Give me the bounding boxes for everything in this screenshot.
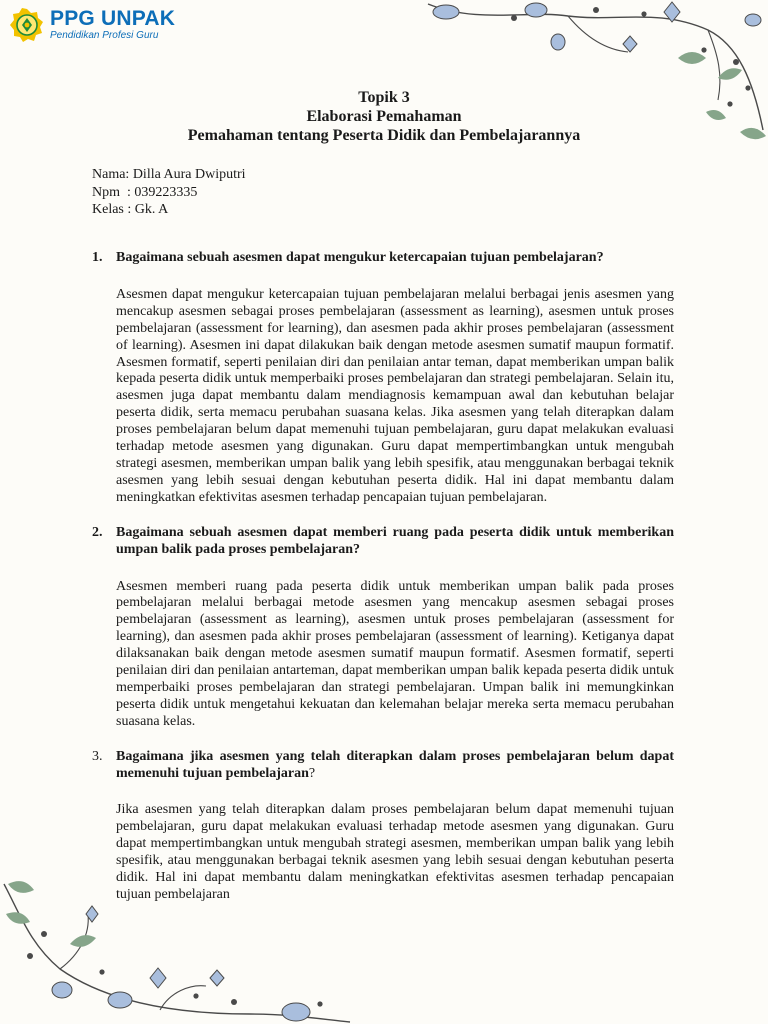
question-1 bbox=[92, 250, 674, 267]
document-body bbox=[92, 250, 674, 904]
section-title: Elaborasi Pemahaman bbox=[306, 108, 462, 125]
document-header bbox=[0, 88, 768, 145]
question-number: 3. bbox=[92, 748, 103, 764]
logo-subtitle: Pendidikan Profesi Guru bbox=[50, 29, 159, 41]
question-2 bbox=[92, 525, 674, 559]
question-text: Bagaimana sebuah asesmen dapat memberi ruang pada peserta didik untuk memberikan umpan balik pada proses pembelajaran? bbox=[116, 524, 674, 557]
question-number: 2. bbox=[92, 524, 103, 540]
question-text-bold: Bagaimana jika asesmen yang telah diterapkan dalam proses pembelajaran belum dapat memenuhi tujuan pembelajaran bbox=[116, 748, 674, 781]
question-text: Bagaimana sebuah asesmen dapat mengukur ketercapaian tujuan pembelajaran? bbox=[116, 250, 604, 265]
question-3 bbox=[92, 749, 674, 783]
university-emblem-icon bbox=[10, 8, 44, 42]
student-name: Nama: Dilla Aura Dwiputri bbox=[92, 167, 246, 182]
question-number: 1. bbox=[92, 250, 103, 265]
answer-1: Asesmen dapat mengukur ketercapaian tujuan pembelajaran melalui berbagai jenis asesmen yang mencakup asesmen sebagai proses pembelajaran (assessment as learning), asesmen untuk proses pembelajaran (assessment for learning), dan asesmen pada akhir proses pembelajaran (assessment of learning). Asesmen ini dapat dilakukan baik dengan metode asesmen sumatif maupun formatif. Asesmen formatif, seperti penilaian diri dan penilaian antar teman, dapat memberikan umpan balik kepada peserta didik untuk memperbaiki proses pembelajaran dan strategi pembelajaran. Selain itu, asesmen juga dapat membantu dalam mendiagnosis kemampuan awal dan kebutuhan belajar peserta didik, serta memacu perubahan suasana kelas. Jika asesmen yang telah diterapkan dalam proses pembelajaran belum dapat memenuhi tujuan pembelajaran, guru dapat melakukan evaluasi terhadap metode asesmen yang digunakan. Guru dapat mempertimbangkan untuk mengubah strategi asesmen, memberikan umpan balik yang lebih spesifik, atau menggunakan berbagai teknik asesmen yang lebih sesuai dengan kebutuhan peserta didik. Hal ini dapat membantu dalam meningkatkan efektivitas asesmen terhadap pencapaian tujuan pembelajaran. bbox=[116, 286, 674, 505]
question-mark: ? bbox=[308, 765, 316, 781]
topic-title: Topik 3 bbox=[358, 89, 410, 106]
subject-title: Pemahaman tentang Peserta Didik dan Pembelajarannya bbox=[187, 127, 581, 144]
ppg-unpak-logo bbox=[10, 8, 175, 42]
student-identity bbox=[92, 166, 246, 219]
answer-2: Asesmen memberi ruang pada peserta didik untuk memberikan umpan balik pada proses pembelajaran melalui berbagai metode asesmen yang mencakup asesmen sebagai proses pembelajaran (assessment as learning), asesmen untuk proses pembelajaran (assessment for learning), dan asesmen pada akhir proses pembelajaran (assessment of learning). Ketiganya dapat dilaksanakan baik dengan metode asesmen sumatif maupun formatif. Asesmen formatif, seperti penilaian diri dan penilaian antarteman, dapat memberikan umpan balik kepada peserta didik untuk memperbaiki proses pembelajaran dan strategi pembelajaran. Umpan balik ini memungkinkan peserta didik untuk mengetahui kekuatan dan kelemahan belajar mereka serta memacu perubahan suasana kelas. bbox=[116, 578, 674, 729]
student-class: Kelas : Gk. A bbox=[92, 202, 169, 217]
logo-title: PPG UNPAK bbox=[50, 6, 176, 30]
answer-3: Jika asesmen yang telah diterapkan dalam proses pembelajaran belum dapat memenuhi tujuan pembelajaran, guru dapat melakukan evaluasi terhadap metode asesmen yang digunakan. Guru dapat mempertimbangkan untuk mengubah strategi asesmen, memberikan umpan balik yang lebih spesifik, atau menggunakan berbagai teknik asesmen yang lebih sesuai dengan kebutuhan peserta didik. Hal ini dapat membantu dalam meningkatkan efektivitas asesmen terhadap pencapaian tujuan pembelajaran bbox=[116, 802, 674, 902]
question-text bbox=[116, 749, 674, 783]
student-npm: Npm : 039223335 bbox=[92, 184, 198, 200]
